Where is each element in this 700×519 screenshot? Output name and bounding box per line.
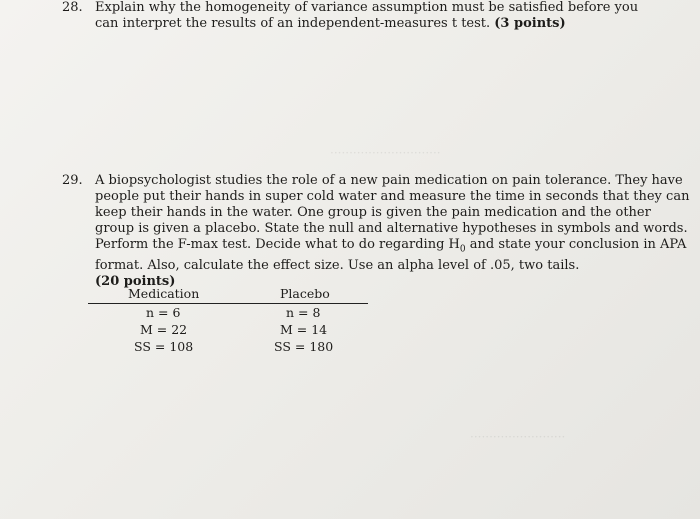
bleed-through-text: ························· [470, 430, 566, 444]
medication-n: n = 6 [146, 305, 181, 320]
medication-ss: SS = 108 [134, 339, 194, 354]
question-28-number: 28. [62, 0, 83, 15]
placebo-n: n = 8 [286, 305, 321, 320]
question-29-points: (20 points) [95, 273, 176, 289]
question-28-text [95, 0, 662, 32]
placebo-ss: SS = 180 [274, 339, 334, 354]
question-28-body: Explain why the homogeneity of variance assumption must be satisfied before you can interpret the results of an independent-measures t test. [95, 0, 639, 31]
question-29-text [95, 173, 690, 290]
placebo-header: Placebo [280, 286, 330, 301]
question-29-number: 29. [62, 173, 83, 188]
question-29-body-continued: and state your conclusion in APA format. Also, calculate the effect size. Use an alpha level of .05, two tails. [95, 237, 687, 273]
medication-m: M = 22 [140, 322, 188, 337]
question-28-points: (3 points) [494, 16, 566, 31]
placebo-m: M = 14 [280, 322, 328, 337]
bleed-through-text: ····························· [330, 146, 441, 160]
question-29 [62, 173, 690, 290]
medication-header: Medication [128, 286, 200, 301]
question-29-body: A biopsychologist studies the role of a new pain medication on pain tolerance. They have people put their hands in super cold water and measure the time in seconds that they can keep their hands in the water. One group is given the pain medication and the other group is given a placebo. State the null and alternative hypotheses in symbols and words. Perform the F-max test. Decide what to do regarding H [95, 173, 690, 252]
h-subscript: 0 [459, 244, 466, 255]
header-rule [88, 303, 368, 304]
question-28 [62, 0, 662, 32]
